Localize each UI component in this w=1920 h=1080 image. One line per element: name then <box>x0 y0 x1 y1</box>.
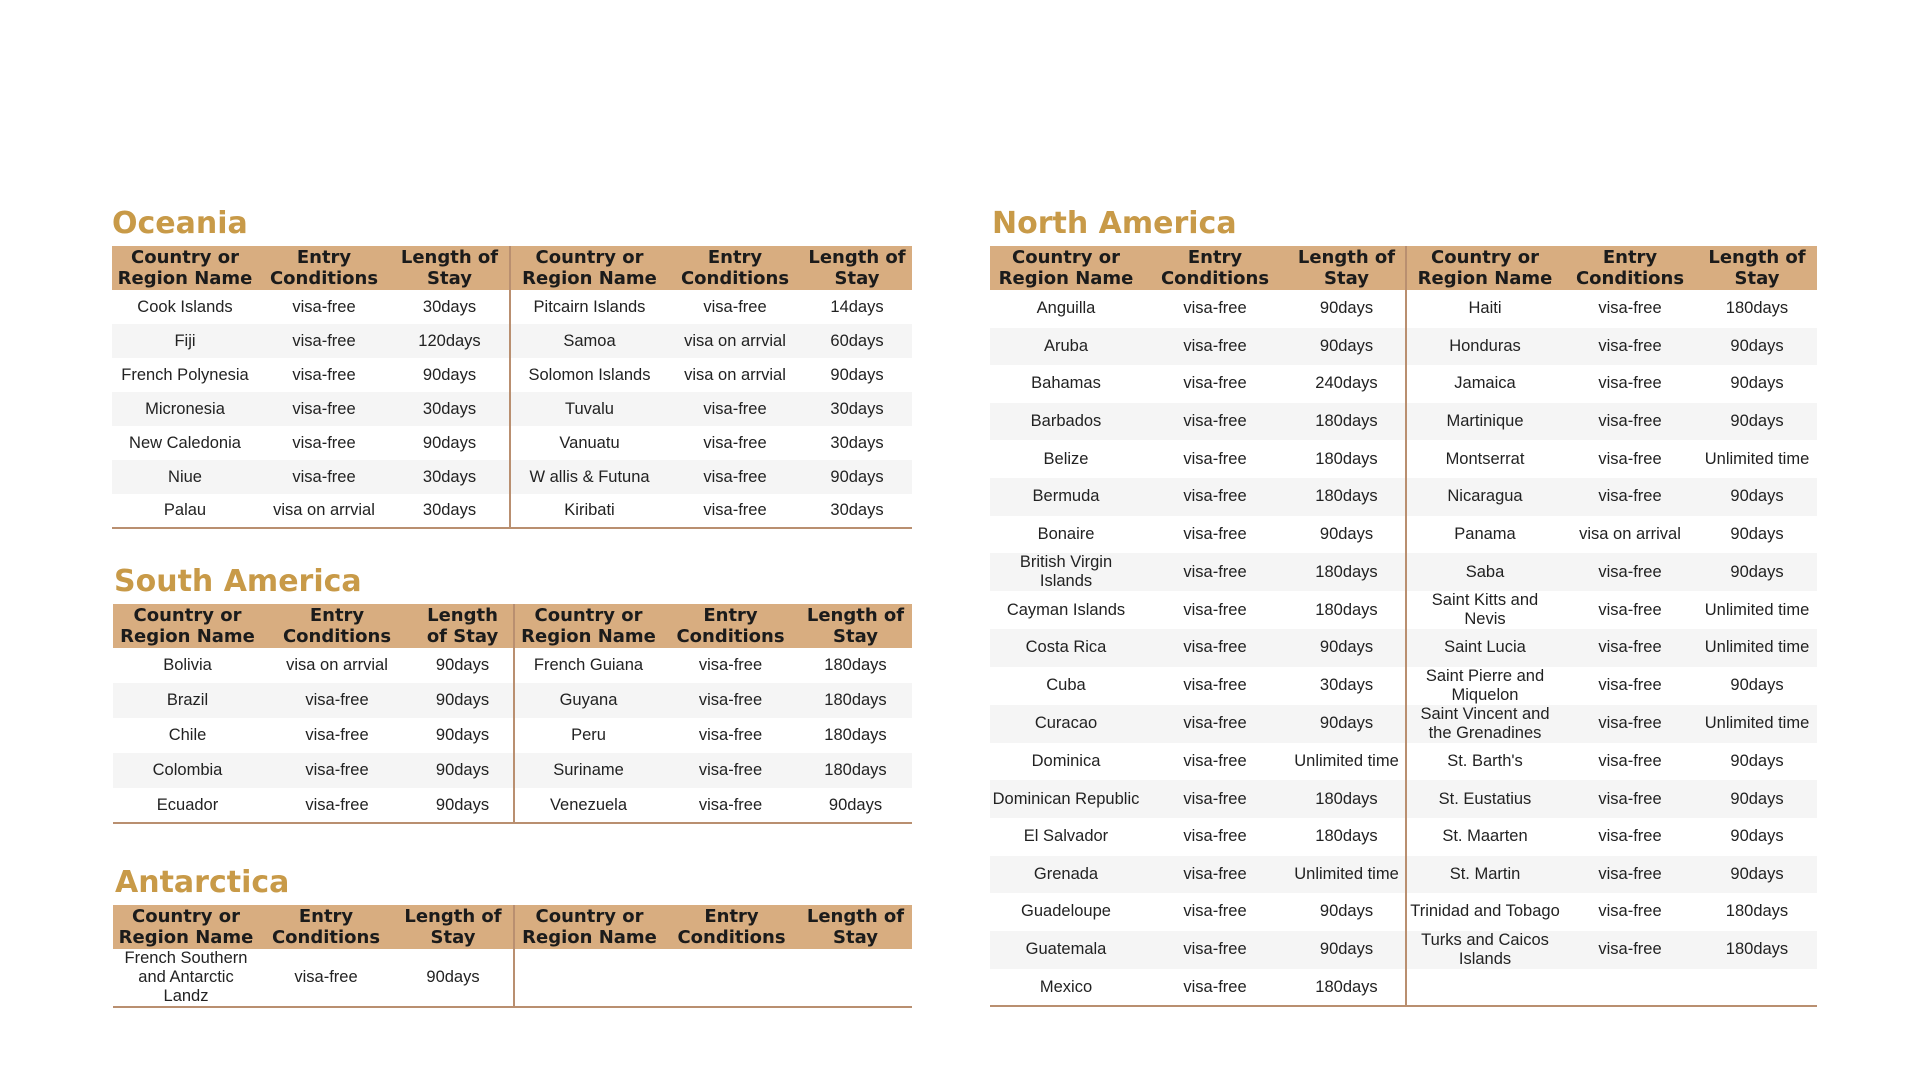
entry-cell: visa-free <box>292 297 356 316</box>
table-row <box>112 324 912 358</box>
country-cell: Saba <box>1406 553 1563 591</box>
entry-cell: visa-free <box>662 753 799 788</box>
country-cell: Grenada <box>990 856 1142 894</box>
country-cell: Vanuatu <box>559 433 620 452</box>
country-cell: French Southern and Antarctic Landz <box>124 949 248 1005</box>
entry-cell: visa-free <box>698 795 763 814</box>
table-row <box>113 718 912 753</box>
stay-cell: 180days <box>1288 440 1406 478</box>
header-country: Country or Region Name <box>113 905 259 949</box>
stay-cell: 90days <box>1288 893 1406 931</box>
table-row <box>990 931 1817 969</box>
table-row <box>990 969 1817 1007</box>
country-cell: Curacao <box>990 705 1142 743</box>
country-cell: St. Martin <box>1406 856 1563 894</box>
stay-cell: 180days <box>799 753 912 788</box>
country-cell: Cayman Islands <box>1006 600 1126 619</box>
header-entry: Entry Conditions <box>668 246 802 290</box>
country-cell: Haiti <box>1468 299 1502 318</box>
table-row <box>990 705 1817 743</box>
table-row <box>990 516 1817 554</box>
header-entry: Entry Conditions <box>262 604 412 648</box>
table-row <box>112 358 912 392</box>
country-cell: St. Eustatius <box>1406 780 1563 818</box>
header-entry: Entry Conditions <box>1563 246 1697 290</box>
stay-cell: 90days <box>412 648 514 683</box>
stay-cell: 180days <box>1288 478 1406 516</box>
entry-cell: visa-free <box>1563 856 1697 894</box>
country-cell: Palau <box>163 501 207 519</box>
country-cell: St. Barth's <box>1447 752 1523 771</box>
north-america-table <box>990 246 1817 1007</box>
stay-cell: 30days <box>802 392 912 426</box>
country-cell: El Salvador <box>1023 827 1109 846</box>
stay-cell: 90days <box>412 718 514 753</box>
entry-cell: visa-free <box>1183 902 1247 921</box>
entry-cell: visa-free <box>1563 931 1697 969</box>
entry-cell: visa-free <box>1142 478 1288 516</box>
stay-cell: Unlimited time <box>1704 600 1810 619</box>
entry-cell: visa-free <box>1598 827 1662 846</box>
table-row <box>113 753 912 788</box>
entry-cell: visa on arrvial <box>286 656 388 674</box>
entry-cell: visa-free <box>1183 449 1247 468</box>
entry-cell: visa-free <box>305 795 369 814</box>
country-cell: Costa Rica <box>990 629 1142 667</box>
section-title-antarctica: Antarctica <box>115 865 290 900</box>
entry-cell: visa-free <box>292 433 356 452</box>
country-cell: Bolivia <box>163 656 212 674</box>
table-row <box>990 780 1817 818</box>
table-row <box>990 478 1817 516</box>
country-cell: Martinique <box>1406 403 1563 441</box>
entry-cell: visa-free <box>1142 403 1288 441</box>
country-cell: Guyana <box>514 683 662 718</box>
country-cell: Dominica <box>1031 752 1101 771</box>
stay-cell: Unlimited time <box>1288 856 1406 894</box>
table-row <box>990 743 1817 781</box>
country-cell: Aruba <box>990 328 1142 366</box>
header-entry: Entry Conditions <box>259 905 393 949</box>
country-cell: Tuvalu <box>510 392 668 426</box>
stay-cell: 180days <box>1288 591 1406 629</box>
stay-cell: 90days <box>1288 328 1406 366</box>
country-cell: Jamaica <box>1454 374 1516 393</box>
section-title-north-america: North America <box>992 206 1237 241</box>
stay-cell: 90days <box>1288 290 1406 328</box>
stay-cell: 180days <box>1697 931 1817 969</box>
stay-cell: 90days <box>1730 827 1784 846</box>
stay-cell: 90days <box>412 788 514 823</box>
stay-cell: 60days <box>802 324 912 358</box>
entry-cell <box>1563 969 1697 1007</box>
country-cell <box>514 949 664 1007</box>
header-entry: Entry Conditions <box>662 604 799 648</box>
header-country: Country or Region Name <box>113 604 262 648</box>
header-country: Country or Region Name <box>1406 246 1563 290</box>
entry-cell: visa-free <box>1563 553 1697 591</box>
country-cell: Ecuador <box>156 795 219 814</box>
country-cell: French Guiana <box>533 656 644 674</box>
stay-cell: 90days <box>1697 403 1817 441</box>
header-stay: Length of Stay <box>1288 246 1406 290</box>
table-row <box>112 290 912 324</box>
entry-cell: visa-free <box>1142 931 1288 969</box>
stay-cell: Unlimited time <box>1697 629 1817 667</box>
entry-cell: visa-free <box>1563 705 1697 743</box>
section-title-oceania: Oceania <box>112 206 248 241</box>
stay-cell: 90days <box>1288 931 1406 969</box>
entry-cell: visa-free <box>1142 553 1288 591</box>
header-stay: Length of Stay <box>412 604 514 648</box>
header-stay: Length of Stay <box>1697 246 1817 290</box>
country-cell: Micronesia <box>112 392 258 426</box>
country-cell: W allis & Futuna <box>510 460 668 494</box>
stay-cell: 180days <box>1288 403 1406 441</box>
country-cell: Colombia <box>113 753 262 788</box>
entry-cell: visa-free <box>1598 752 1662 771</box>
entry-cell: visa-free <box>1142 780 1288 818</box>
stay-cell: 90days <box>1730 752 1784 771</box>
header-stay: Length of Stay <box>799 604 912 648</box>
entry-cell: visa-free <box>1142 856 1288 894</box>
header-entry: Entry Conditions <box>1142 246 1288 290</box>
stay-cell: 90days <box>390 426 510 460</box>
table-row <box>113 683 912 718</box>
entry-cell: visa-free <box>703 433 767 452</box>
entry-cell: visa-free <box>1142 629 1288 667</box>
country-cell: Turks and Caicos Islands <box>1406 931 1563 969</box>
header-stay: Length of Stay <box>390 246 510 290</box>
entry-cell: visa-free <box>1183 374 1247 393</box>
entry-cell: visa-free <box>1598 902 1662 921</box>
stay-cell: 30days <box>390 290 510 324</box>
entry-cell: visa-free <box>1598 374 1662 393</box>
stay-cell: 30days <box>390 460 510 494</box>
stay-cell: 90days <box>1288 516 1406 554</box>
entry-cell: visa-free <box>698 656 763 674</box>
entry-cell: visa-free <box>1142 328 1288 366</box>
table-row <box>112 426 912 460</box>
entry-cell: visa-free <box>258 460 390 494</box>
entry-cell: visa-free <box>292 365 356 384</box>
country-cell: Bonaire <box>1037 524 1095 543</box>
country-cell: French Polynesia <box>121 365 249 384</box>
stay-cell: 120days <box>390 324 510 358</box>
table-row <box>990 440 1817 478</box>
entry-cell: visa-free <box>262 753 412 788</box>
entry-cell: visa-free <box>1563 780 1697 818</box>
header-entry: Entry Conditions <box>258 246 390 290</box>
stay-cell: 90days <box>1697 553 1817 591</box>
country-cell: Dominican Republic <box>990 780 1142 818</box>
oceania-table <box>112 246 912 529</box>
stay-cell: 90days <box>1697 478 1817 516</box>
stay-cell: 180days <box>799 683 912 718</box>
entry-cell: visa-free <box>1598 299 1662 318</box>
stay-cell: 90days <box>802 460 912 494</box>
entry-cell: visa on arrvial <box>684 365 786 384</box>
stay-cell: 30days <box>830 433 884 452</box>
stay-cell: 90days <box>1697 856 1817 894</box>
header-country: Country or Region Name <box>514 905 664 949</box>
antarctica-table <box>113 905 912 1008</box>
header-country: Country or Region Name <box>514 604 662 648</box>
stay-cell: 90days <box>390 358 510 392</box>
country-cell: Niue <box>112 460 258 494</box>
stay-cell: 90days <box>1288 629 1406 667</box>
header-stay: Length of Stay <box>799 905 912 949</box>
country-cell: Anguilla <box>1036 299 1096 318</box>
entry-cell <box>664 949 799 1007</box>
stay-cell: 90days <box>1730 676 1784 695</box>
stay-cell: 180days <box>1288 553 1406 591</box>
country-cell: British Virgin Islands <box>990 553 1142 591</box>
country-cell: Solomon Islands <box>528 365 651 384</box>
stay-cell: 90days <box>393 949 514 1007</box>
country-cell: Bermuda <box>990 478 1142 516</box>
entry-cell: visa-free <box>262 683 412 718</box>
country-cell: New Caledonia <box>129 433 241 452</box>
country-cell: St. Maarten <box>1442 827 1528 846</box>
stay-cell: 14days <box>830 297 884 316</box>
entry-cell: visa-free <box>258 324 390 358</box>
entry-cell: visa-free <box>1598 676 1662 695</box>
country-cell: Saint Lucia <box>1406 629 1563 667</box>
table-row <box>990 365 1817 403</box>
stay-cell: 90days <box>828 795 883 814</box>
stay-cell: 90days <box>1697 328 1817 366</box>
country-cell: Cuba <box>1046 676 1086 695</box>
country-cell: Samoa <box>510 324 668 358</box>
country-cell: Saint Vincent and the Grenadines <box>1406 705 1563 743</box>
stay-cell <box>799 949 912 1007</box>
country-cell: Peru <box>571 726 606 744</box>
entry-cell: visa-free <box>1563 629 1697 667</box>
entry-cell: visa-free <box>1183 827 1247 846</box>
stay-cell: 90days <box>1730 374 1784 393</box>
country-cell: Panama <box>1454 524 1516 543</box>
table-row <box>113 788 912 823</box>
country-cell: Trinidad and Tobago <box>1410 902 1560 921</box>
stay-cell: 180days <box>1288 969 1406 1007</box>
table-row <box>112 494 912 528</box>
table-row <box>990 591 1817 629</box>
header-stay: Length of Stay <box>802 246 912 290</box>
country-cell: Saint Kitts and Nevis <box>1431 591 1539 629</box>
table-row <box>990 290 1817 328</box>
entry-cell: visa-free <box>258 392 390 426</box>
country-cell: Pitcairn Islands <box>533 297 646 316</box>
stay-cell: 240days <box>1288 365 1406 403</box>
table-row <box>113 648 912 683</box>
country-cell: Guadeloupe <box>1021 902 1111 921</box>
header-country: Country or Region Name <box>990 246 1142 290</box>
entry-cell: visa-free <box>1183 524 1247 543</box>
south-america-table <box>113 604 912 824</box>
table-row <box>990 667 1817 705</box>
entry-cell: visa-free <box>668 460 802 494</box>
table-row <box>113 949 912 1007</box>
stay-cell: 90days <box>1730 524 1784 543</box>
entry-cell: visa-free <box>1183 600 1247 619</box>
entry-cell: visa-free <box>1563 328 1697 366</box>
entry-cell: visa-free <box>294 968 358 986</box>
entry-cell: visa on arrvial <box>273 501 375 519</box>
country-cell: Honduras <box>1406 328 1563 366</box>
country-cell: Fiji <box>112 324 258 358</box>
entry-cell: visa-free <box>703 297 767 316</box>
entry-cell: visa-free <box>703 501 767 519</box>
stay-cell: 180days <box>1725 299 1789 318</box>
entry-cell: visa-free <box>1563 403 1697 441</box>
header-entry: Entry Conditions <box>664 905 799 949</box>
country-cell: Mexico <box>1039 977 1093 996</box>
stay-cell: 90days <box>1288 705 1406 743</box>
stay-cell: Unlimited time <box>1288 743 1406 781</box>
entry-cell: visa-free <box>1142 705 1288 743</box>
entry-cell: visa on arrival <box>1579 524 1681 543</box>
country-cell: Saint Pierre and Miquelon <box>1425 666 1545 704</box>
table-row <box>990 629 1817 667</box>
entry-cell: visa-free <box>1183 977 1247 996</box>
stay-cell: Unlimited time <box>1697 705 1817 743</box>
table-row <box>990 403 1817 441</box>
stay-cell <box>1697 969 1817 1007</box>
entry-cell: visa-free <box>1598 449 1662 468</box>
stay-cell: 90days <box>412 753 514 788</box>
stay-cell: 180days <box>824 656 887 674</box>
country-cell: Suriname <box>514 753 662 788</box>
table-row <box>990 818 1817 856</box>
entry-cell: visa-free <box>698 726 763 744</box>
entry-cell: visa-free <box>1183 299 1247 318</box>
stay-cell: 90days <box>1697 780 1817 818</box>
stay-cell: 30days <box>1288 667 1406 705</box>
stay-cell: 30days <box>390 392 510 426</box>
country-cell: Chile <box>168 726 207 744</box>
table-row <box>112 460 912 494</box>
entry-cell: visa-free <box>668 392 802 426</box>
country-cell: Kiribati <box>564 501 615 519</box>
country-cell: Nicaragua <box>1406 478 1563 516</box>
country-cell: Barbados <box>990 403 1142 441</box>
entry-cell: visa-free <box>1563 478 1697 516</box>
stay-cell: Unlimited time <box>1704 449 1810 468</box>
country-cell <box>1406 969 1563 1007</box>
stay-cell: 180days <box>824 726 887 744</box>
country-cell: Brazil <box>113 683 262 718</box>
table-row <box>112 392 912 426</box>
country-cell: Venezuela <box>549 795 628 814</box>
entry-cell: visa-free <box>1183 676 1247 695</box>
country-cell: Bahamas <box>1031 374 1101 393</box>
stay-cell: 180days <box>1288 780 1406 818</box>
stay-cell: 180days <box>1288 818 1406 856</box>
table-row <box>990 553 1817 591</box>
country-cell: Cook Islands <box>137 297 233 316</box>
stay-cell: 90days <box>830 365 884 384</box>
stay-cell: 180days <box>1725 902 1789 921</box>
country-cell: Belize <box>1043 449 1089 468</box>
stay-cell: 30days <box>390 494 510 528</box>
entry-cell: visa on arrvial <box>668 324 802 358</box>
header-stay: Length of Stay <box>393 905 514 949</box>
section-title-south-america: South America <box>114 564 362 599</box>
table-row <box>990 856 1817 894</box>
table-row <box>990 328 1817 366</box>
table-row <box>990 893 1817 931</box>
stay-cell: 90days <box>412 683 514 718</box>
entry-cell: visa-free <box>662 683 799 718</box>
header-country: Country or Region Name <box>112 246 258 290</box>
stay-cell: 30days <box>830 501 884 519</box>
country-cell: Guatemala <box>990 931 1142 969</box>
entry-cell: visa-free <box>1598 600 1662 619</box>
country-cell: Montserrat <box>1445 449 1525 468</box>
entry-cell: visa-free <box>305 726 369 744</box>
header-country: Country or Region Name <box>510 246 668 290</box>
entry-cell: visa-free <box>1183 752 1247 771</box>
